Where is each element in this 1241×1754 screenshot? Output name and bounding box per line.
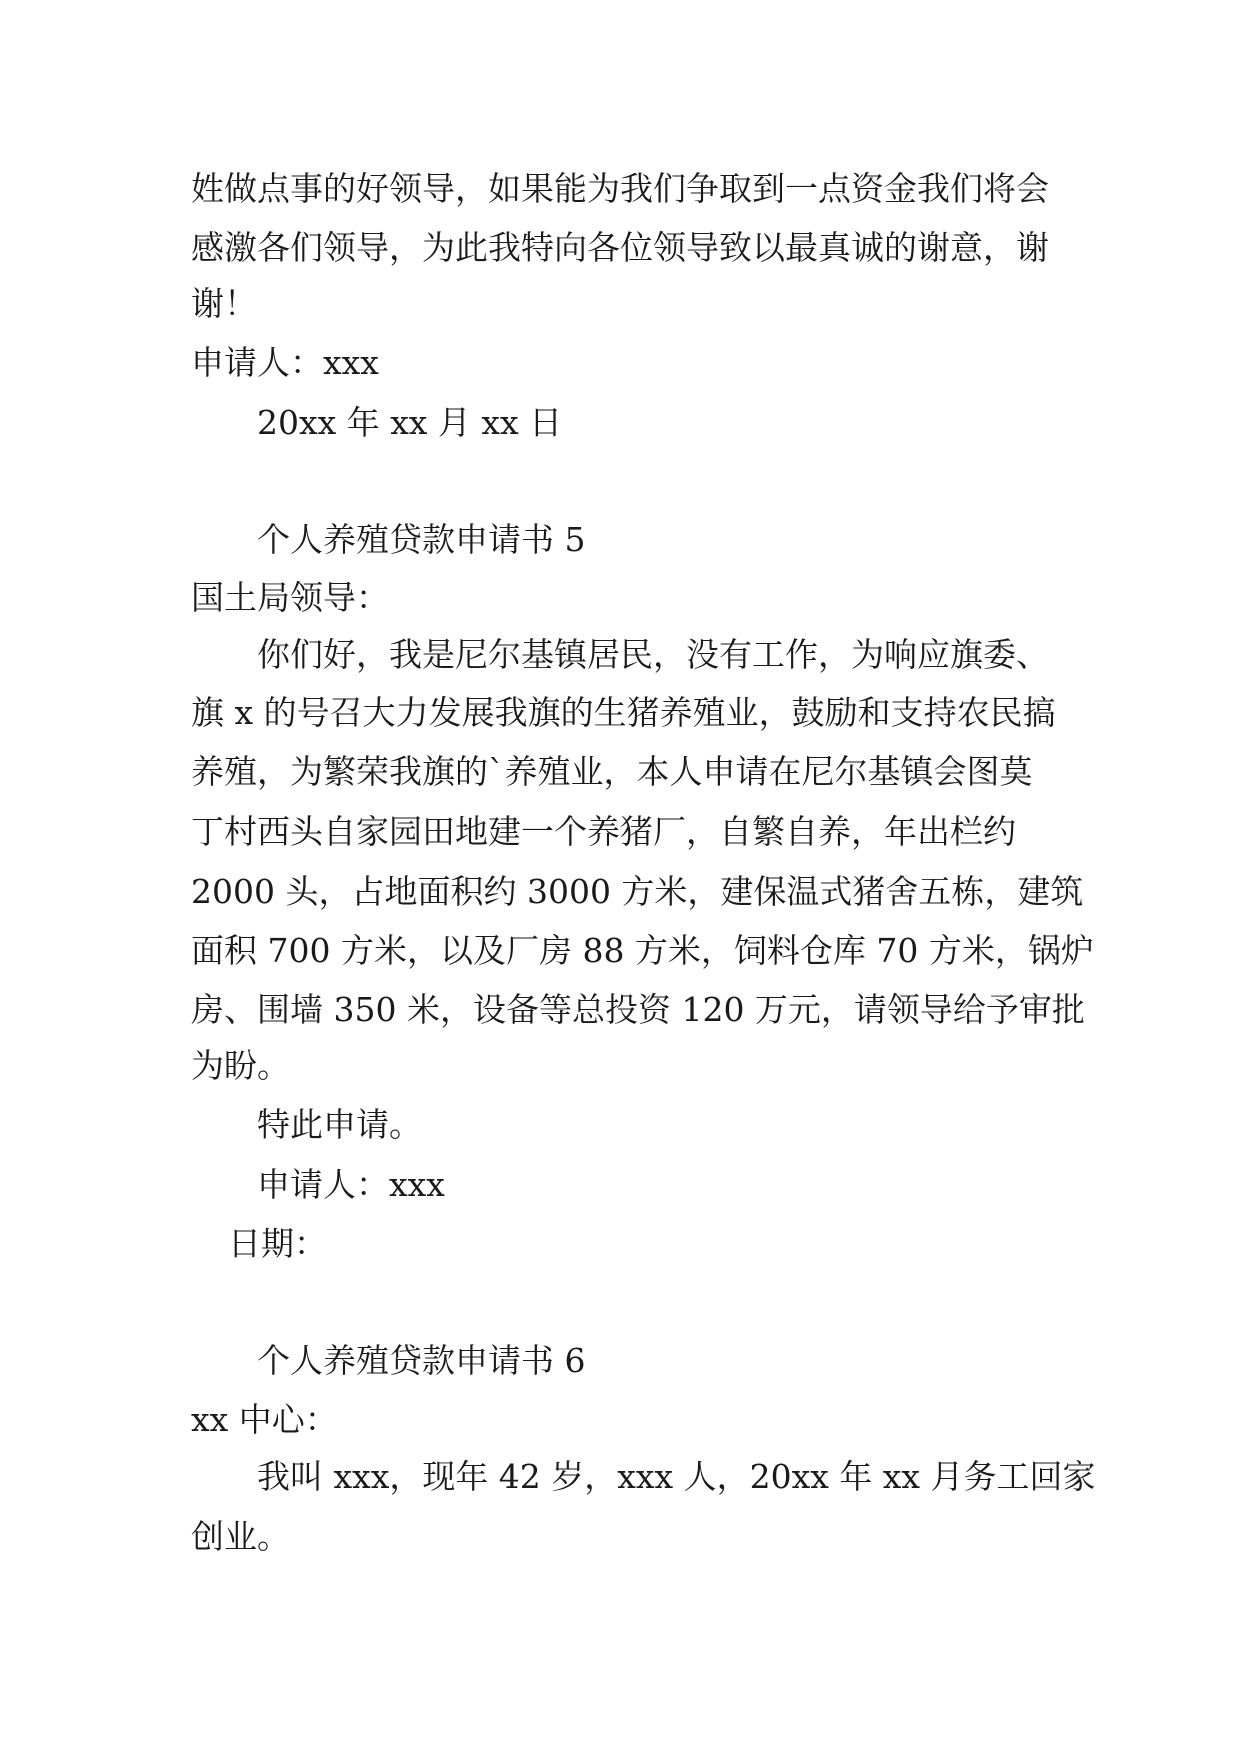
paragraph-line: 感激各们领导，为此我特向各位领导致以最真诚的谢意，谢	[191, 228, 1049, 267]
paragraph-line: 丁村西头自家园田地建一个养猪厂，自繁自养，年出栏约	[191, 812, 1016, 851]
paragraph-line: 姓做点事的好领导，如果能为我们争取到一点资金我们将会	[191, 169, 1049, 208]
paragraph-line: 面积 700 方米，以及厂房 88 方米，饲料仓库 70 方米，锅炉	[191, 931, 1094, 970]
date-line: 日期：	[228, 1224, 327, 1263]
paragraph-line: 我叫 xxx，现年 42 岁，xxx 人，20xx 年 xx 月务工回家	[257, 1457, 1096, 1496]
paragraph-line: 养殖，为繁荣我旗的`养殖业，本人申请在尼尔基镇会图莫	[191, 752, 1033, 791]
section-title: 个人养殖贷款申请书 5	[257, 520, 586, 559]
paragraph-line: 你们好，我是尼尔基镇居民，没有工作，为响应旗委、	[257, 635, 1049, 674]
paragraph-line: 为盼。	[191, 1046, 290, 1085]
section-title: 个人养殖贷款申请书 6	[257, 1341, 586, 1380]
paragraph-line: 旗 x 的号召大力发展我旗的生猪养殖业，鼓励和支持农民搞	[191, 693, 1056, 732]
closing-line: 特此申请。	[257, 1105, 422, 1144]
paragraph-line: 房、围墙 350 米，设备等总投资 120 万元，请领导给予审批	[191, 990, 1085, 1029]
salutation: 国土局领导：	[191, 578, 389, 617]
salutation: xx 中心：	[191, 1400, 338, 1439]
paragraph-line: 谢！	[191, 284, 257, 323]
date-line: 20xx 年 xx 月 xx 日	[257, 403, 563, 442]
paragraph-line: 创业。	[191, 1517, 290, 1556]
signature-line: 申请人：xxx	[257, 1165, 445, 1204]
signature-line: 申请人：xxx	[191, 343, 379, 382]
paragraph-line: 2000 头，占地面积约 3000 方米，建保温式猪舍五栋，建筑	[191, 872, 1084, 911]
